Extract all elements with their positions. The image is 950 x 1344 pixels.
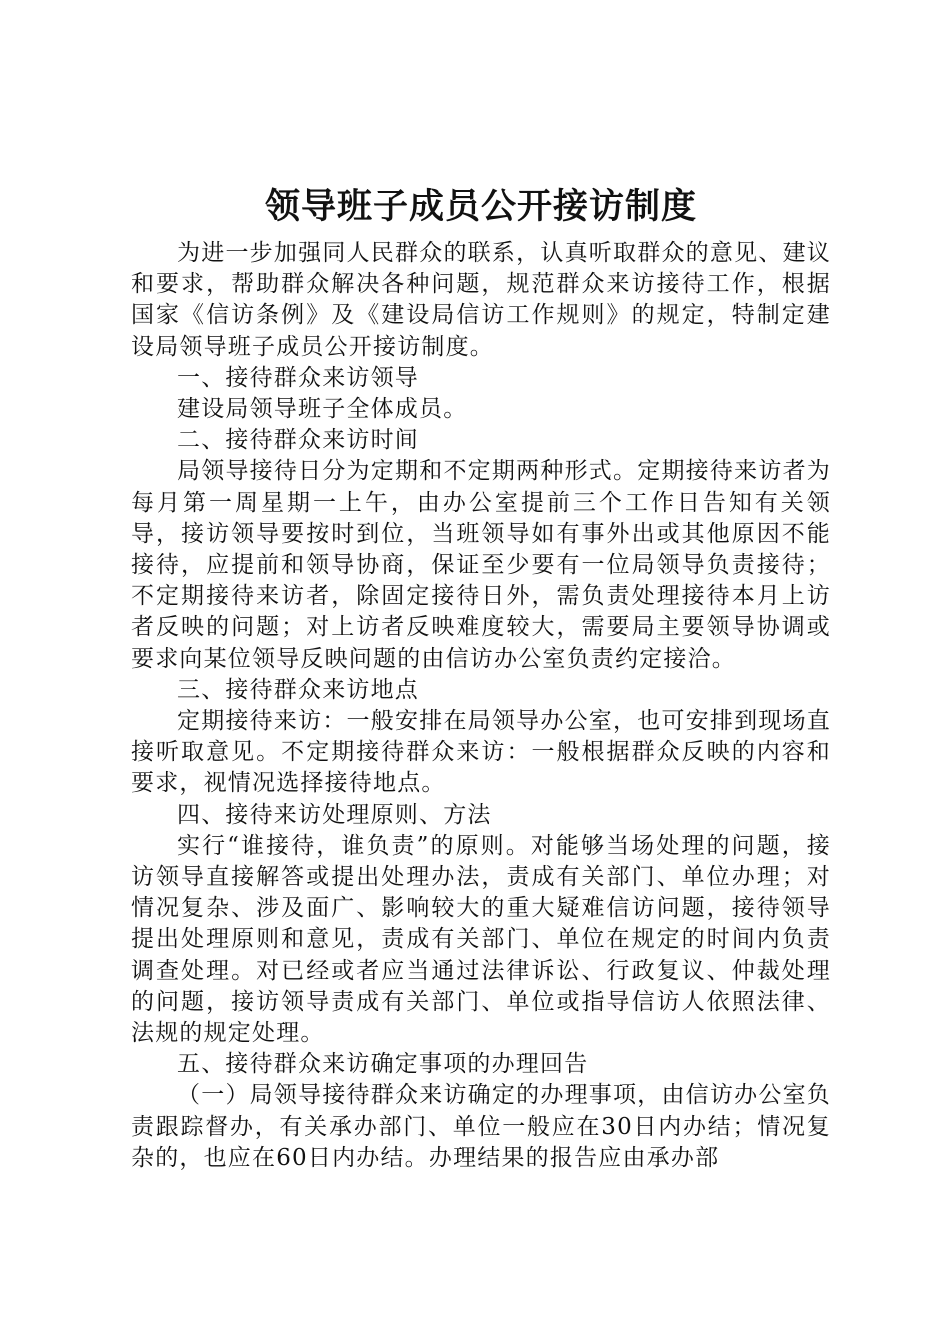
- section-body-4: 实行“谁接待，谁负责”的原则。对能够当场处理的问题，接访领导直接解答或提出处理办法，责成有关部门、单位办理；对情况复杂、涉及面广、影响较大的重大疑难信访问题，接待领导提出处理原则和意见，责成有关部门、单位在规定的时间内负责调查处理。对已经或者应当通过法律诉讼、行政复议、仲裁处理的问题，接访领导责成有关部门、单位或指导信访人依照法律、法规的规定处理。: [131, 832, 831, 1047]
- section-heading-2: 二、接待群众来访时间: [177, 427, 419, 454]
- section-heading-3: 三、接待群众来访地点: [177, 676, 419, 703]
- section-heading-1: 一、接待群众来访领导: [177, 364, 419, 391]
- document-title: 领导班子成员公开接访制度: [264, 186, 697, 227]
- section-body-2: 局领导接待日分为定期和不定期两种形式。定期接待来访者为每月第一周星期一上午，由办公室提前三个工作日告知有关领导，接访领导要按时到位，当班领导如有事外出或其他原因不能接待，应提前和领导协商，保证至少要有一位局领导负责接待；不定期接待来访者，除固定接待日外，需负责处理接待本月上访者反映的问题；对上访者反映难度较大，需要局主要领导协调或要求向某位领导反映问题的由信访办公室负责约定接洽。: [131, 458, 831, 672]
- section-body-1: 建设局领导班子全体成员。: [177, 396, 468, 423]
- document-page: [131, 178, 831, 1174]
- intro-paragraph: 为进一步加强同人民群众的联系，认真听取群众的意见、建议和要求，帮助群众解决各种问题，规范群众来访接待工作，根据国家《信访条例》及《建设局信访工作规则》的规定，特制定建设局领导班子成员公开接访制度。: [131, 240, 831, 360]
- section-heading-5: 五、接待群众来访确定事项的办理回告: [177, 1051, 589, 1078]
- section-body-3: 定期接待来访：一般安排在局领导办公室，也可安排到现场直接听取意见。不定期接待群众来访：一般根据群众反映的内容和要求，视情况选择接待地点。: [131, 708, 831, 797]
- section-heading-4: 四、接待来访处理原则、方法: [177, 801, 492, 828]
- section-body-5: （一）局领导接待群众来访确定的办理事项，由信访办公室负责跟踪督办，有关承办部门、单位一般应在30日内办结；情况复杂的，也应在60日内办结。办理结果的报告应由承办部: [131, 1082, 831, 1171]
